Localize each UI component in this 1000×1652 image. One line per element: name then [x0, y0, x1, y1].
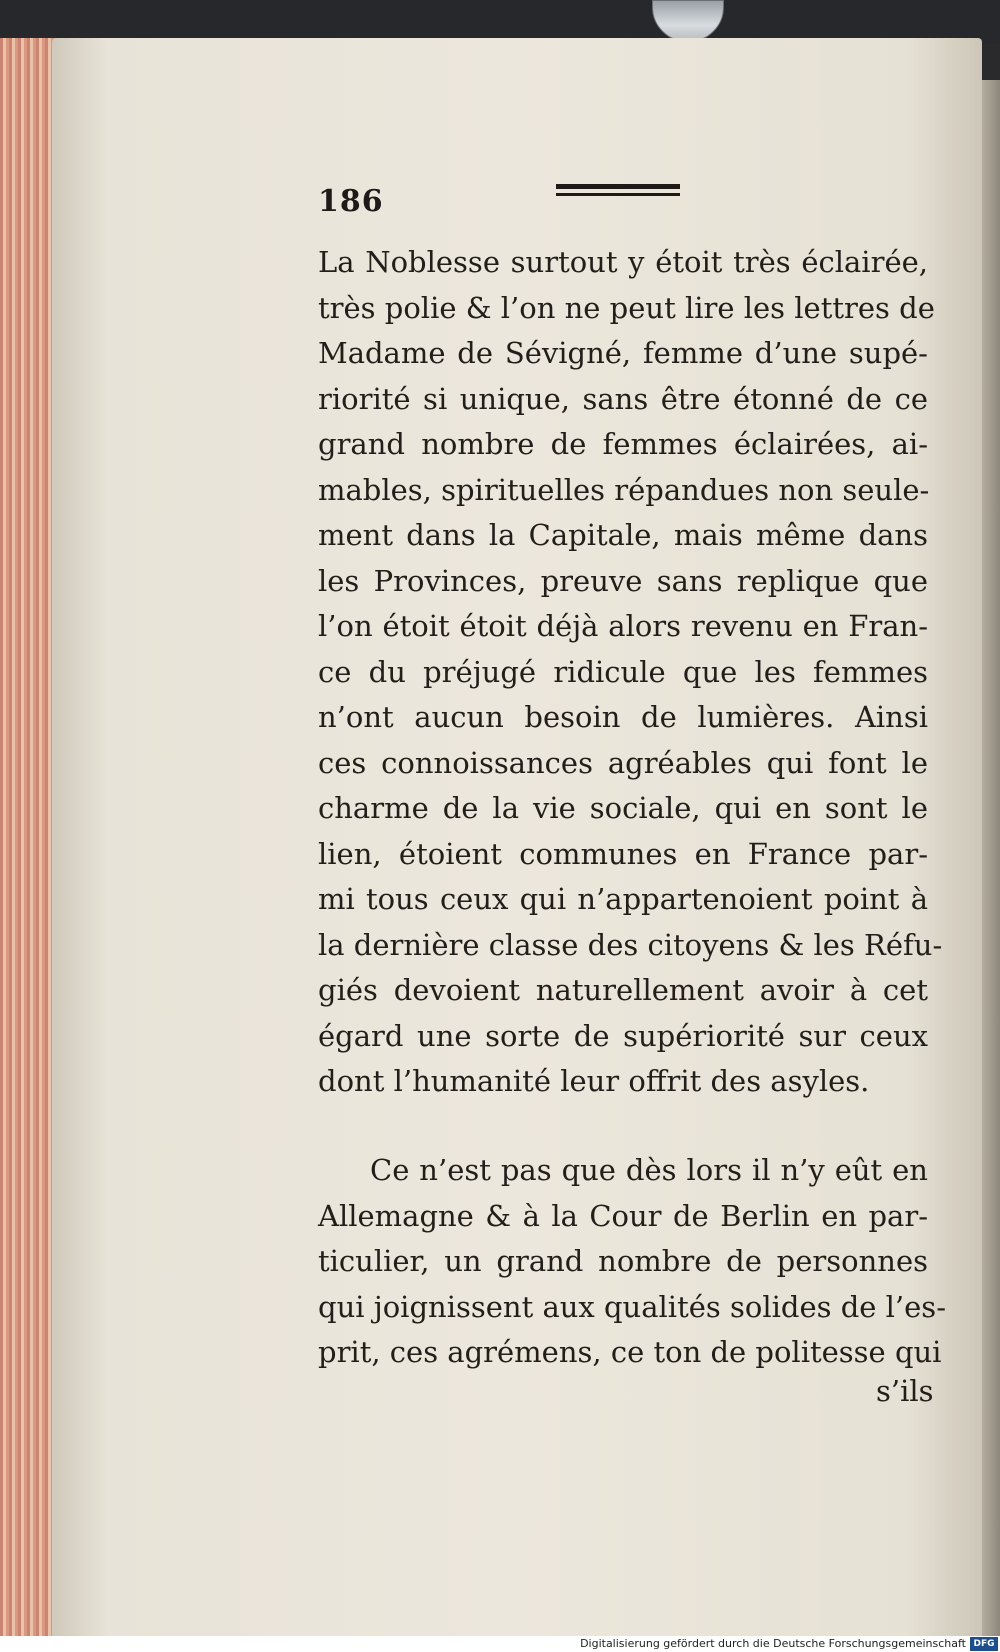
text-line: égard une sorte de supériorité sur ceux — [318, 1018, 928, 1053]
text-line: l’on étoit étoit déjà alors revenu en Fran- — [318, 609, 928, 643]
text-line: giés devoient naturellement avoir à cet — [318, 973, 928, 1007]
text-line: Ce n’est pas que dès lors il n’y eût en — [370, 1153, 928, 1187]
text-line: très polie & l’on ne peut lire les lettres de — [318, 290, 935, 325]
text-line: charme de la vie sociale, qui en sont le — [318, 791, 928, 825]
paragraph-1 — [318, 240, 943, 1105]
text-line: Allemagne & à la Cour de Berlin en par- — [318, 1198, 928, 1233]
paragraph-2 — [318, 1148, 946, 1376]
text-line: la dernière classe des citoyens & les Réfu- — [318, 927, 943, 962]
text-line: les Provinces, preuve sans replique que — [318, 563, 928, 598]
text-line: n’ont aucun besoin de lumières. Ainsi — [318, 700, 928, 734]
footer-bar — [0, 1636, 1000, 1652]
text-line: La Noblesse surtout y étoit très éclairée, — [318, 245, 928, 279]
text-line: ticulier, un grand nombre de personnes — [318, 1244, 928, 1278]
text-line: prit, ces agrémens, ce ton de politesse qui — [318, 1335, 942, 1369]
dfg-logo: DFG — [970, 1637, 998, 1651]
text-line: ces connoissances agréables qui font le — [318, 745, 928, 780]
text-line: Madame de Sévigné, femme d’une supé- — [318, 336, 928, 370]
funding-credit: Digitalisierung gefördert durch die Deutsche Forschungsgemeinschaft — [580, 1637, 966, 1650]
text-line: dont l’humanité leur offrit des asyles. — [318, 1064, 870, 1098]
page-number: 186 — [318, 184, 384, 219]
catchword: s’ils — [876, 1374, 934, 1408]
text-line: mi tous ceux qui n’appartenoient point à — [318, 882, 928, 916]
text-line: grand nombre de femmes éclairées, ai- — [318, 427, 928, 461]
header-rule — [556, 184, 680, 196]
text-line: riorité si unique, sans être étonné de ce — [318, 381, 928, 416]
page-edges-stack — [0, 38, 58, 1638]
text-line: ce du préjugé ridicule que les femmes — [318, 654, 928, 689]
text-line: mables, spirituelles répandues non seule- — [318, 472, 930, 507]
text-line: ment dans la Capitale, mais même dans — [318, 518, 928, 552]
text-line: lien, étoient communes en France par- — [318, 836, 928, 871]
text-line: qui joignissent aux qualités solides de l’es- — [318, 1289, 946, 1324]
